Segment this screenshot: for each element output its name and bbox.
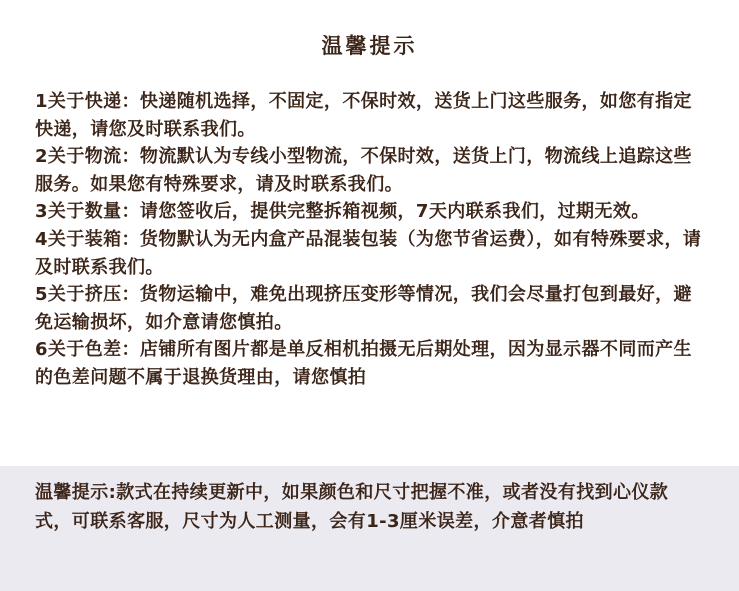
notice-item-quantity: 3关于数量：请您签收后，提供完整拆箱视频，7天内联系我们，过期无效。 (35, 201, 650, 223)
footer-panel (0, 466, 739, 591)
notice-item-packing: 4关于装箱：货物默认为无内盒产品混装包装（为您节省运费），如有特殊要求，请及时联系我们。 (35, 228, 702, 278)
notice-list (35, 88, 707, 392)
notice-item-logistics: 2关于物流：物流默认为专线小型物流，不保时效，送货上门，物流线上追踪这些服务。如果您有特殊要求，请及时联系我们。 (35, 146, 692, 195)
notice-item-delivery: 1关于快递：快递随机选择，不固定，不保时效，送货上门这些服务，如您有指定快递，请您及时联系我们。 (35, 91, 692, 140)
notice-item-color-difference: 6关于色差：店铺所有图片都是单反相机拍摄无后期处理，因为显示器不同而产生的色差问题不属于退换货理由，请您慎拍 (35, 339, 692, 388)
notice-item-compression: 5关于挤压：货物运输中，难免出现挤压变形等情况，我们会尽量打包到最好，避免运输损坏，如介意请您慎拍。 (35, 284, 692, 333)
footer-note: 温馨提示:款式在持续更新中，如果颜色和尺寸把握不准，或者没有找到心仪款式，可联系客服，尺寸为人工测量，会有1-3厘米误差，介意者慎拍 (35, 482, 669, 532)
notice-title: 温馨提示 (321, 34, 418, 58)
